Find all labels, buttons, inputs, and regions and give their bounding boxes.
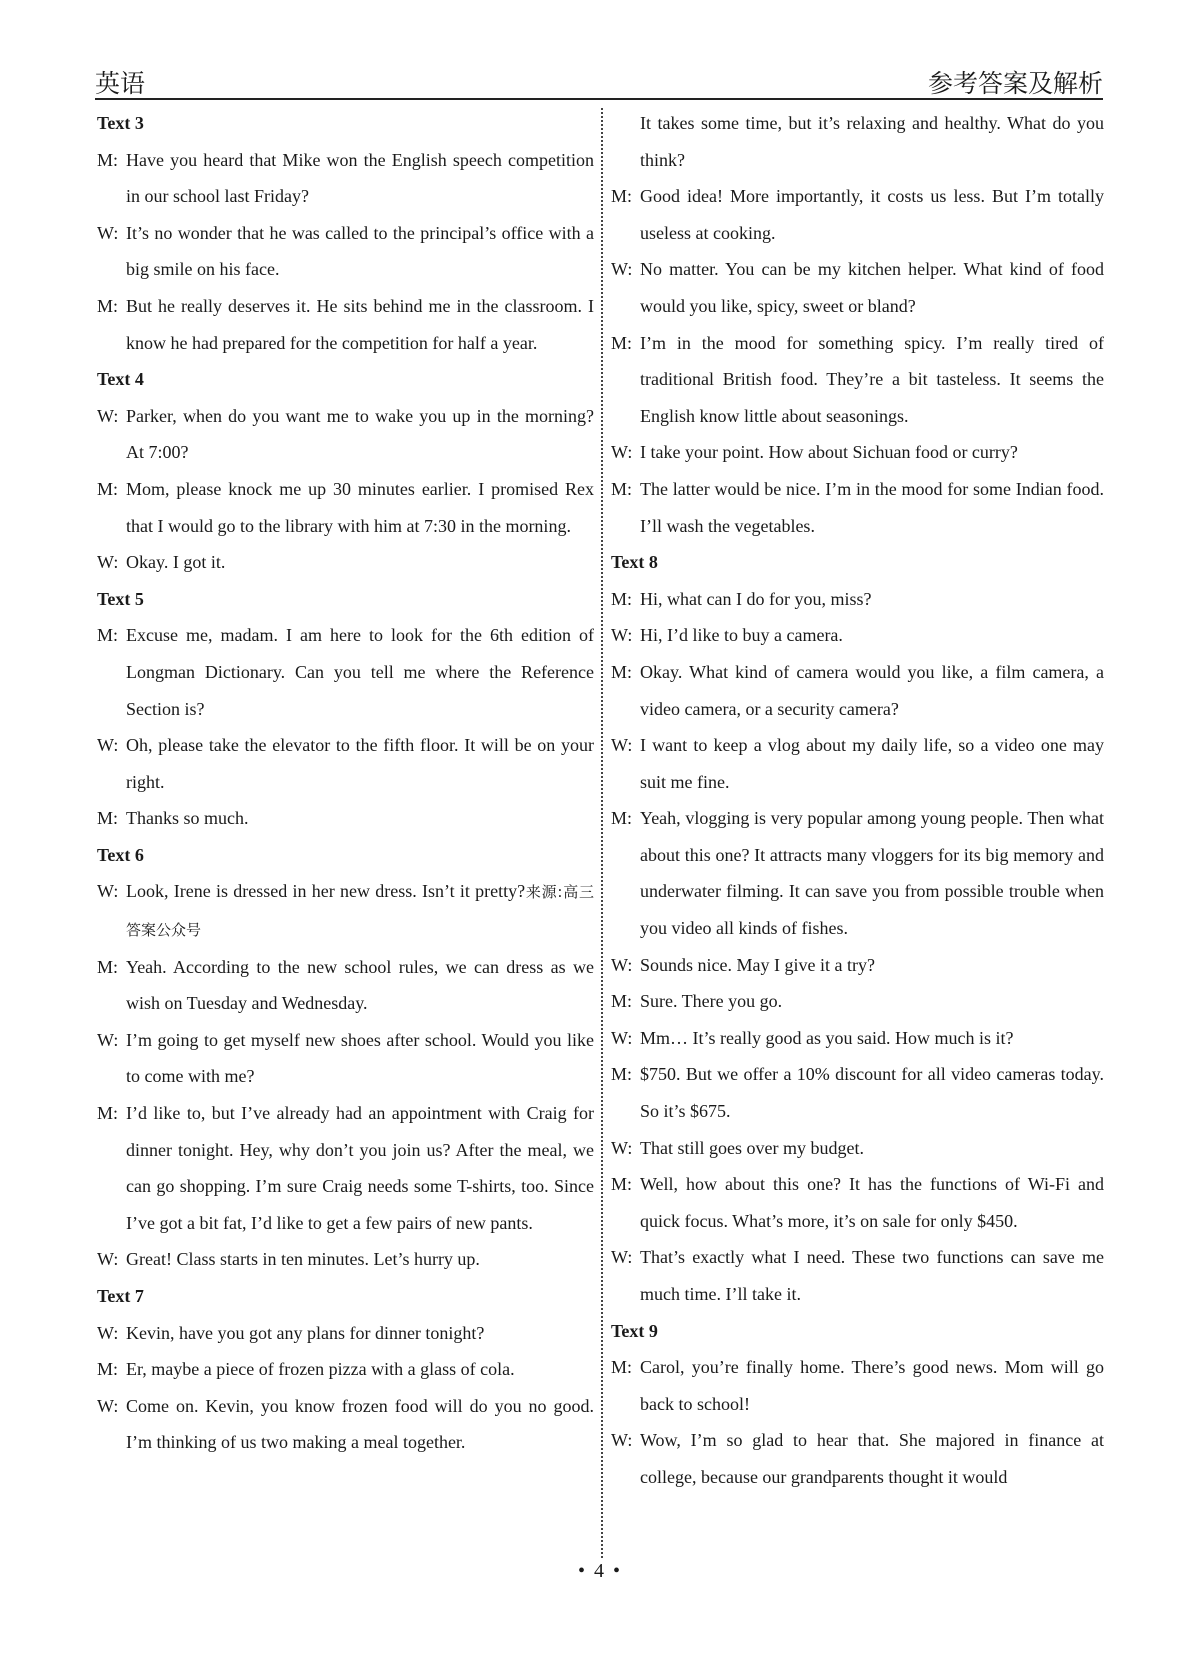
dialogue-text: Yeah. According to the new school rules, we can dress as we wish on Tuesday and Wednesday. <box>126 956 594 1014</box>
speaker-label: W: <box>97 1395 119 1416</box>
dialogue-turn <box>611 1130 1104 1167</box>
section-title: Text 8 <box>611 552 658 573</box>
speaker-label: M: <box>97 1359 119 1380</box>
dialogue-text: Wow, I’m so glad to hear that. She majored in finance at college, because our grandparents thought it would <box>640 1430 1104 1487</box>
speaker-label: W: <box>97 1249 119 1270</box>
dialogue-text: No matter. You can be my kitchen helper. What kind of food would you like, spicy, sweet or bland? <box>640 259 1104 316</box>
section-title: Text 5 <box>97 588 144 609</box>
dialogue-turn <box>97 1388 594 1461</box>
dialogue-turn <box>97 288 594 361</box>
dialogue-text: I’m in the mood for something spicy. I’m really tired of traditional British food. They’re a bit tasteless. It seems the English know little about seasonings. <box>640 332 1104 426</box>
dialogue-text: It takes some time, but it’s relaxing and healthy. What do you think? <box>640 113 1104 170</box>
dialogue-turn <box>97 1022 594 1095</box>
dialogue-turn <box>97 1241 594 1278</box>
speaker-label: W: <box>611 1430 633 1451</box>
dialogue-turn <box>97 215 594 288</box>
speaker-label: M: <box>97 1103 119 1124</box>
source-note: 来源:高三答案公众号 <box>126 883 595 940</box>
dialogue-turn <box>611 178 1104 251</box>
speaker-label: W: <box>97 1029 119 1050</box>
dialogue-text: $750. But we offer a 10% discount for all video cameras today. So it’s $675. <box>640 1064 1104 1122</box>
dialogue-turn <box>611 1020 1104 1057</box>
dialogue-text: Sounds nice. May I give it a try? <box>640 954 875 975</box>
speaker-label: M: <box>97 478 119 499</box>
speaker-label: W: <box>611 1027 633 1048</box>
dialogue-turn <box>97 1095 594 1241</box>
speaker-label: M: <box>611 186 633 207</box>
dialogue-text: Okay. I got it. <box>126 552 226 573</box>
speaker-label: M: <box>97 956 119 977</box>
speaker-label: M: <box>97 149 119 170</box>
dialogue-text: Good idea! More importantly, it costs us less. But I’m totally useless at cooking. <box>640 186 1104 243</box>
speaker-label: M: <box>611 332 633 353</box>
speaker-label: M: <box>611 1064 633 1085</box>
speaker-label: W: <box>611 259 633 280</box>
speaker-label: M: <box>97 295 119 316</box>
speaker-label: W: <box>611 954 633 975</box>
dialogue-text: Excuse me, madam. I am here to look for the 6th edition of Longman Dictionary. Can you tell me where the Reference Section is? <box>126 625 594 719</box>
speaker-label: M: <box>611 1174 633 1195</box>
dialogue-turn <box>611 1056 1104 1129</box>
dialogue-text: Thanks so much. <box>126 808 249 829</box>
dialogue-text: Oh, please take the elevator to the fifth floor. It will be on your right. <box>126 735 594 792</box>
dialogue-text: That still goes over my budget. <box>640 1137 864 1158</box>
left-column <box>97 105 594 1461</box>
speaker-label: M: <box>611 478 633 499</box>
dialogue-turn <box>611 947 1104 984</box>
dialogue-turn <box>611 251 1104 324</box>
dialogue-text: Er, maybe a piece of frozen pizza with a glass of cola. <box>126 1359 515 1380</box>
section-label: 参考答案及解析 <box>927 69 1103 98</box>
speaker-label: M: <box>611 588 633 609</box>
dialogue-text: Mm… It’s really good as you said. How much is it? <box>640 1027 1014 1048</box>
dialogue-turn <box>97 1351 594 1388</box>
speaker-label: W: <box>97 222 119 243</box>
dialogue-text: I take your point. How about Sichuan food or curry? <box>640 442 1018 463</box>
speaker-label: M: <box>611 991 633 1012</box>
dialogue-text: Hi, what can I do for you, miss? <box>640 588 872 609</box>
dialogue-turn <box>97 1315 594 1352</box>
speaker-label: W: <box>97 552 119 573</box>
dialogue-turn <box>611 617 1104 654</box>
dialogue-text: Sure. There you go. <box>640 991 783 1012</box>
dialogue-turn <box>611 983 1104 1020</box>
section-title: Text 3 <box>97 113 144 133</box>
dialogue-turn <box>97 471 594 544</box>
dialogue-text: Well, how about this one? It has the functions of Wi-Fi and quick focus. What’s more, it’s on sale for only $450. <box>640 1174 1104 1231</box>
dialogue-turn <box>97 800 594 837</box>
dialogue-text: Have you heard that Mike won the English speech competition in our school last Friday? <box>126 149 594 207</box>
dialogue-text: Carol, you’re finally home. There’s good news. Mom will go back to school! <box>640 1357 1104 1414</box>
dialogue-text: Yeah, vlogging is very popular among young people. Then what about this one? It attracts many vloggers for its big memory and underwater filming. It can save you from possible trouble when you video all kinds of fishes. <box>640 808 1104 939</box>
dialogue-text: Hi, I’d like to buy a camera. <box>640 625 843 646</box>
dialogue-turn <box>97 873 594 948</box>
dialogue-text: Kevin, have you got any plans for dinner tonight? <box>126 1322 485 1343</box>
dialogue-turn <box>611 105 1104 178</box>
speaker-label: M: <box>611 661 633 682</box>
dialogue-turn <box>611 1422 1104 1495</box>
dialogue-text: It’s no wonder that he was called to the principal’s office with a big smile on his face. <box>126 222 594 280</box>
speaker-label: M: <box>97 808 119 829</box>
dialogue-turn <box>611 1349 1104 1422</box>
dialogue-turn <box>611 434 1104 471</box>
section-title: Text 4 <box>97 369 144 390</box>
speaker-label: W: <box>611 442 633 463</box>
dialogue-text: Look, Irene is dressed in her new dress. Isn’t it pretty? <box>126 881 526 902</box>
dialogue-text: Come on. Kevin, you know frozen food will do you no good. I’m thinking of us two making a meal together. <box>126 1395 594 1453</box>
dialogue-text: I’m going to get myself new shoes after school. Would you like to come with me? <box>126 1029 594 1087</box>
dialogue-text: Great! Class starts in ten minutes. Let’s hurry up. <box>126 1249 480 1270</box>
dialogue-text: I want to keep a vlog about my daily life, so a video one may suit me fine. <box>640 735 1104 792</box>
speaker-label: M: <box>97 625 119 646</box>
dialogue-turn <box>611 471 1104 544</box>
subject-label: 英语 <box>95 69 146 98</box>
section-title: Text 6 <box>97 844 144 865</box>
column-divider <box>601 108 603 1558</box>
speaker-label: W: <box>97 735 119 756</box>
dialogue-text: But he really deserves it. He sits behind me in the classroom. I know he had prepared for the competition for half a year. <box>126 295 594 353</box>
dialogue-turn <box>611 325 1104 435</box>
right-column <box>611 105 1104 1496</box>
speaker-label: M: <box>611 808 633 829</box>
dialogue-text: The latter would be nice. I’m in the mood for some Indian food. I’ll wash the vegetables. <box>640 478 1104 536</box>
dialogue-turn <box>97 617 594 727</box>
speaker-label: W: <box>97 881 119 902</box>
speaker-label: W: <box>611 1137 633 1158</box>
dialogue-text: I’d like to, but I’ve already had an appointment with Craig for dinner tonight. Hey, why don’t you join us? After the meal, we can go shopping. I’m sure Craig needs some T-shirts, too. Since I’ve got a bit fat, I’d like to get a few pairs of new pants. <box>126 1103 594 1233</box>
section-title: Text 7 <box>97 1286 144 1306</box>
dialogue-turn <box>97 727 594 800</box>
page-number: • 4 • <box>577 1560 622 1582</box>
dialogue-text: Mom, please knock me up 30 minutes earlier. I promised Rex that I would go to the library with him at 7:30 in the morning. <box>126 478 594 536</box>
dialogue-turn <box>611 727 1104 800</box>
page-header <box>95 62 1103 100</box>
dialogue-turn <box>611 800 1104 946</box>
speaker-label: W: <box>97 405 119 426</box>
speaker-label: M: <box>611 1357 633 1378</box>
speaker-label: W: <box>611 735 633 756</box>
dialogue-turn <box>97 949 594 1022</box>
dialogue-text: That’s exactly what I need. These two functions can save me much time. I’ll take it. <box>640 1247 1104 1304</box>
speaker-label: W: <box>611 625 633 646</box>
dialogue-turn <box>97 398 594 471</box>
dialogue-turn <box>611 1166 1104 1239</box>
section-title: Text 9 <box>611 1320 658 1341</box>
dialogue-turn <box>611 1239 1104 1312</box>
speaker-label: W: <box>611 1247 633 1268</box>
dialogue-turn <box>97 142 594 215</box>
speaker-label: W: <box>97 1322 119 1343</box>
dialogue-text: Parker, when do you want me to wake you up in the morning? At 7:00? <box>126 405 594 463</box>
dialogue-turn <box>611 654 1104 727</box>
dialogue-turn <box>97 544 594 581</box>
dialogue-text: Okay. What kind of camera would you like, a film camera, a video camera, or a security camera? <box>640 661 1104 719</box>
dialogue-turn <box>611 581 1104 618</box>
